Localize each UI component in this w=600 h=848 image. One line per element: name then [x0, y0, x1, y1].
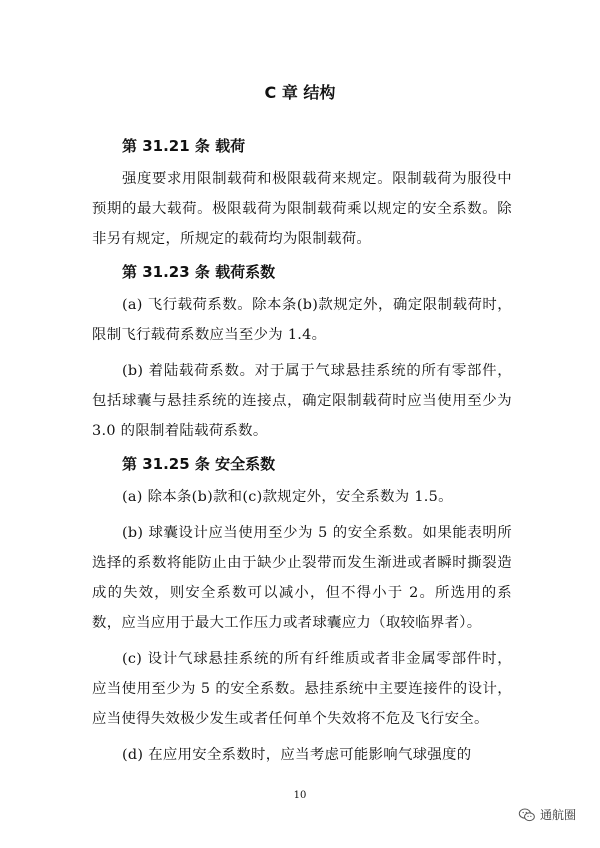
paragraph: 强度要求用限制载荷和极限载荷来规定。限制载荷为服役中预期的最大载荷。极限载荷为限制载荷乘以规定的安全系数。除非另有规定，所规定的载荷均为限制载荷。 [92, 171, 512, 247]
section-heading: 第 31.21 条 载荷 [122, 137, 246, 155]
paragraph: (a) 飞行载荷系数。除本条(b)款规定外，确定限制载荷时，限制飞行载荷系数应当至少为 1.4。 [92, 297, 512, 343]
watermark-text: 通航圈 [539, 808, 576, 822]
document-body [92, 134, 512, 776]
section-heading: 第 31.23 条 载荷系数 [122, 263, 276, 281]
chapter-title: C 章 结构 [264, 83, 336, 102]
paragraph: (c) 设计气球悬挂系统的所有纤维质或者非金属零部件时，应当使用至少为 5 的安全系数。悬挂系统中主要连接件的设计，应当使得失效极少发生或者任何单个失效将不危及飞行安全。 [92, 651, 512, 727]
paragraph: (d) 在应用安全系数时，应当考虑可能影响气球强度的 [122, 747, 472, 763]
paragraph: (a) 除本条(b)款和(c)款规定外，安全系数为 1.5。 [122, 489, 453, 505]
paragraph: (b) 球囊设计应当使用至少为 5 的安全系数。如果能表明所选择的系数将能防止由于缺少止裂带而发生渐进或者瞬时撕裂造成的失效，则安全系数可以减小，但不得小于 2。所选用的系数，应当应用于最大工作压力或者球囊应力（取较临界者）。 [92, 525, 512, 631]
section-heading: 第 31.25 条 安全系数 [122, 455, 276, 473]
wechat-icon [518, 808, 536, 822]
page-number: 10 [293, 790, 307, 801]
paragraph: (b) 着陆载荷系数。对于属于气球悬挂系统的所有零部件，包括球囊与悬挂系统的连接点，确定限制载荷时应当使用至少为 3.0 的限制着陆载荷系数。 [92, 363, 512, 439]
watermark [518, 806, 576, 823]
